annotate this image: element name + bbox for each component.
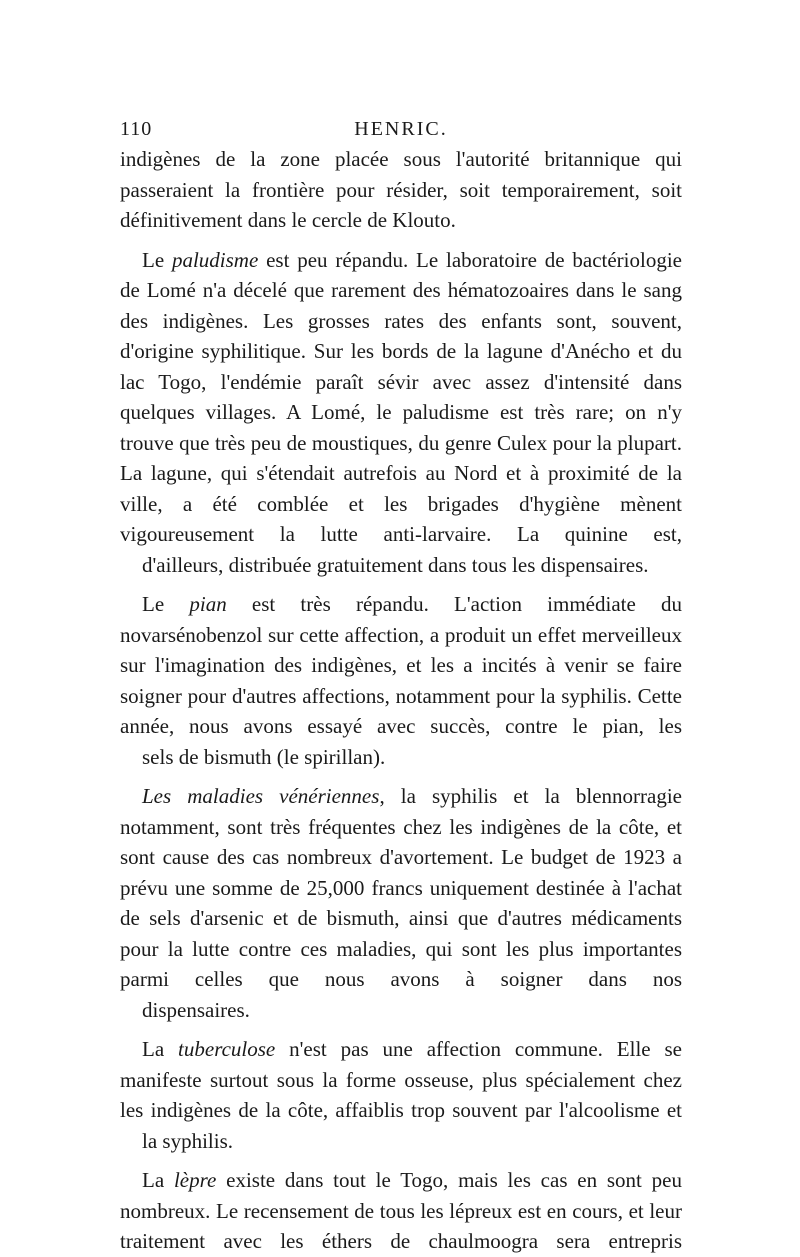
term-tuberculose: tuberculose <box>178 1037 276 1061</box>
paragraph-paludisme <box>120 245 682 581</box>
paragraph-text: n'est pas une affection commune. Elle se manifeste surtout sous la forme osseuse, plus spécialement chez les indigènes de la côte, affaiblis trop souvent par l'alcoolisme et <box>120 1037 682 1122</box>
paragraph-last-line: définitivement dans le cercle de Klouto. <box>120 208 456 232</box>
paragraph-prefix: Le <box>142 247 172 272</box>
paragraph-text: indigènes de la zone placée sous l'autorité britannique qui passeraient la frontière pour résider, soit temporairement, soit <box>120 147 682 202</box>
paragraph-text: est peu répandu. Le laboratoire de bactériologie de Lomé n'a décelé que rarement des hématozoaires dans le sang des indigènes. Les grosses rates des enfants sont, souvent, d'origine syphilitique. Sur les bords de la lagune d'Anécho et du lac Togo, l'endémie paraît sévir avec assez d'intensité dans quelques villages. A Lomé, le paludisme est très rare; on n'y trouve que très peu de moustiques, du genre Culex pour la plupart. La lagune, qui s'étendait autrefois au Nord et à proximité de la ville, a été comblée et les brigades d'hygiène mènent vigoureusement la lutte anti-larvaire. La quinine est, <box>120 247 682 546</box>
page-header <box>120 110 682 144</box>
paragraph-last-line: sels de bismuth (le spirillan). <box>142 744 386 769</box>
paragraph-last-line: dispensaires. <box>142 997 250 1022</box>
paragraph-lepre <box>120 1165 682 1257</box>
book-page <box>120 110 682 1257</box>
term-paludisme: paludisme <box>171 247 259 272</box>
paragraph-prefix: Le <box>142 592 190 616</box>
paragraph-last-line: d'ailleurs, distribuée gratuitement dans tous les dispensaires. <box>142 552 649 577</box>
paragraph-pian <box>120 589 682 772</box>
paragraph-text: existe dans tout le Togo, mais les cas en sont peu nombreux. Le recensement de tous les lépreux est en cours, et leur traitement avec les éthers de chaulmoogra sera entrepris <box>120 1168 683 1253</box>
paragraph-text: , la syphilis et la blennorragie notamment, sont très fréquentes chez les indigènes de la côte, et sont cause des cas nombreux d'avortement. Le budget de 1923 a prévu une somme de 25,000 francs uniquement destinée à l'achat de sels d'arsenic et de bismuth, ainsi que d'autres médicaments pour la lutte contre ces maladies, qui sont les plus importantes parmi celles que nous avons à soigner dans nos <box>120 784 682 991</box>
paragraph-last-line: la syphilis. <box>142 1128 234 1153</box>
paragraph-tuberculose <box>120 1034 682 1156</box>
page-number: 110 <box>120 118 153 140</box>
term-pian: pian <box>189 592 227 616</box>
paragraph-prefix: La <box>142 1168 174 1192</box>
paragraph-maladies-veneriennes <box>120 781 682 1025</box>
term-lepre: lèpre <box>173 1168 217 1192</box>
paragraph-continuation <box>120 144 682 236</box>
paragraph-text: est très répandu. L'action immédiate du novarsénobenzol sur cette affection, a produit un effet merveilleux sur l'imagination des indigènes, et les a incités à venir se faire soigner pour d'autres affections, notamment pour la syphilis. Cette année, nous avons essayé avec succès, contre le pian, les <box>120 592 682 738</box>
running-head: HENRIC. <box>354 118 448 140</box>
term-maladies-veneriennes: Les maladies vénériennes <box>142 784 380 808</box>
paragraph-prefix: La <box>142 1037 179 1061</box>
